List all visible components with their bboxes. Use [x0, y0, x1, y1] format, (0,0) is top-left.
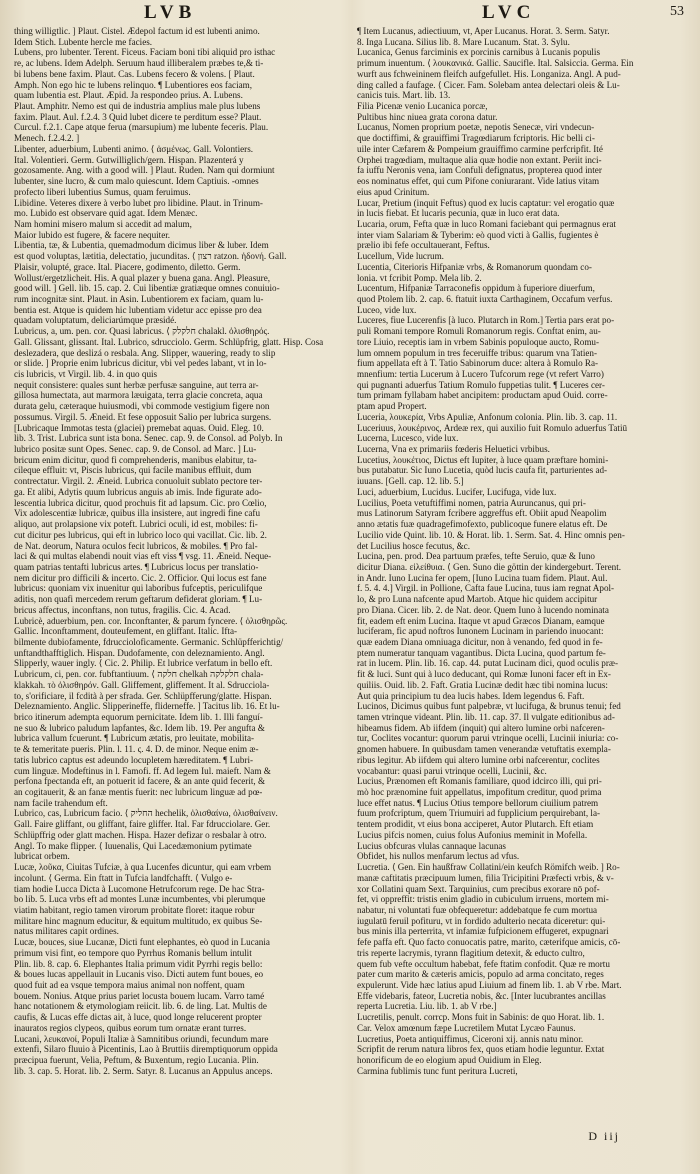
text-line: Lucretia. ⟨ Gen. Ein haußfraw Collatini/ein keufch Römifch weib. ] Ro-: [357, 862, 620, 873]
text-line: luce effet natus. ¶ Lucius Otius tempore bellorum ciuilium patrem: [357, 797, 599, 808]
text-line: Lucellum, Vide lucrum.: [357, 251, 444, 262]
text-line: Lucilius, Poeta vetuftiffimi nomen, patria Auruncanus, qui pri-: [357, 497, 586, 508]
text-line: Ital. Volentieri. Germ. Gutwilliglich/gern. Hispan. Plazenterá y: [14, 154, 244, 165]
text-line: Idem Stich. Lubente hercle me facies.: [14, 36, 153, 47]
text-line: or slide. ] Proprie enim lubricus dicitur, vbi vel pedes labant, vt in lo-: [14, 358, 267, 369]
text-line: faxim. Plaut. Aul. f.2.4. 3 Quid lubet dicere te perditum esse? Plaut.: [14, 111, 262, 122]
text-line: tentem prodidit, vt eius bona acciperet, Autor Plutarch. Eft etiam: [357, 819, 594, 830]
text-line: rat in lucem. Plin. lib. 16. cap. 44. putat Lucinam dici, quod oculis præ-: [357, 658, 619, 669]
text-line: nam facile trahendum eft.: [14, 797, 108, 808]
left-column: [14, 26, 343, 1144]
text-line: canicis tuis. Mart. lib. 13.: [357, 90, 451, 101]
text-line: dicitur Diana. εἰλείθυια. ⟨ Gen. Suno die göttin der kindergeburt. Terent.: [357, 561, 622, 572]
text-line: fit & luci. Sunt qui à luco deducant, qui Romæ Iunoni facer eft in Ex-: [357, 669, 611, 680]
text-line: xor Collatini quam Sext. Tarquinius, cum precibus exorare nō pof-: [357, 883, 600, 894]
text-line: quam lubentia est. Plaut. Æpid. Ja respondeo prius. A. Lubens.: [14, 90, 243, 101]
text-line: hibeamus fidem. Ab iifdem (inquit) qui altero lumine orbi nafceren-: [357, 722, 605, 733]
text-line: fium appellata eft à T. Tatio Sabinorum duce: altera à Romulo Ra-: [357, 358, 599, 369]
text-line: reperta Lucretia. Liu. lib. 1. ab V rbe.]: [357, 1001, 497, 1012]
text-line: bricum enim dicitur, quod fi comprehenderis, manibus elabitur, ta-: [14, 454, 257, 465]
text-line: lonia. vt fcribit Pomp. Mela lib. 2.: [357, 272, 482, 283]
text-line: iugulatū feruil pofituru, vt in fordido adulterio necata diceretur: qui-: [357, 915, 606, 926]
text-line: bentia est. Atque is quidem hic lubentiam videtur acc episse pro dea: [14, 304, 262, 315]
text-line: tore Liuio, receptis iam in vrbem Sabinis populoque aucto, Romu-: [357, 336, 600, 347]
text-line: lum omnem populum in tres feceruiffe tribus: quarum vna Tatien-: [357, 347, 598, 358]
text-line: Lubricus, a, um. pen. cor. Quasi labricus. ⟨ חלקלק chalakl. ὀλισθηρός.: [14, 326, 270, 337]
text-line: gnomen habuere. In quibusdam tamen venerandæ vetuftatis exempla-: [357, 744, 611, 755]
text-columns: [14, 26, 686, 1144]
text-line: Libenter, aduerbium, Lubenti animo. ⟨ ἀσμένως. Gall. Volontiers.: [14, 143, 254, 154]
text-line: profecto liberi lubentius Sumus, quam feruimus.: [14, 186, 191, 197]
text-line: quod fuit ad ea vsque tempora maius animal non noffent, quam: [14, 979, 245, 990]
text-line: Plin. lib. 8. cap. 6. Elephantes Italia primum vidit Pyrrhi regis bello:: [14, 958, 263, 969]
text-line: Schlüpffrig oder glatt machen. Hispa. Hazer defizar o resbalar à otro.: [14, 829, 267, 840]
text-line: Lubens, pro lubenter. Terent. Ficeus. Faciam boni tibi aliquid pro isthac: [14, 47, 276, 58]
text-line: Libentia, tæ, & Lubentia, quemadmodum dicimus liber & luber. Idem: [14, 240, 269, 251]
text-line: tiam hodie Lucca Dicta à Lucomone Hetrufcorum rege. De hac Stra-: [14, 883, 265, 894]
text-line: eos nominatus effet, qui cum Pifone coniurarant. Vide latius vitam: [357, 176, 600, 187]
signature-mark: D iij: [588, 1129, 620, 1143]
text-line: thing willigtlic. ] Plaut. Cistel. Ædepol factum id est lubenti animo.: [14, 26, 260, 36]
text-line: Effe videbaris, fateor, Lucretia nobis, &c. [Inter lucubrantes ancillas: [357, 990, 606, 1001]
text-line: ga. Et alibi, Adytis quum lubricus anguis ab imis. Inde figurate ado-: [14, 486, 262, 497]
text-line: lo, & pro Luna nafcente apud Martob. Atque hic quidem accipitur: [357, 594, 598, 605]
text-line: good will. ] Gell. lib. 15. cap. 2. Cui libentiæ gratiæque omnes conuiuio-: [14, 283, 280, 294]
text-line: manæ caftitatis præcipuum lumen, filia Tricipitini Præfecti vrbis, & v-: [357, 872, 614, 883]
text-line: Lucæ, λοῦκα, Ciuitas Tufciæ, à qua Lucenfes dicuntur, qui eam vrbem: [14, 862, 272, 873]
text-line: tris reperte lacrymis, tyrann flagitium detexit, & educto cultro,: [357, 947, 585, 958]
text-line: ribus legitur. Ab iifdem qui altero lumine orbi nafcerentur, coclites: [357, 754, 600, 765]
text-line: lib. 3. Trist. Lubrica sunt ista bona. Senec. cap. 9. de Consol. ad Polyb. In: [14, 433, 283, 444]
text-line: lubrico positæ sunt Opes. Senec. cap. 9. de Consol. ad Marc. ] Lu-: [14, 444, 257, 455]
text-line: Lucentum, Hifpaniæ Tarraconefis oppidum à fuperiore diuerfum,: [357, 283, 595, 294]
text-line: Lucerna, Lucesco, vide lux.: [357, 433, 459, 444]
right-running-head: LVC: [482, 2, 536, 23]
text-line: rum incognitæ sint. Plaut. in Asin. Lubentiorem ex faciam, quam lu-: [14, 293, 264, 304]
text-line: vocabantur: quasi parui vtrinque ocelli, Lucinii, &c.: [357, 765, 547, 776]
text-line: bricus affectus, inconftans, non tutus, fragilis. Cic. 4. Acad.: [14, 604, 231, 615]
text-line: Carmina fublimis tunc funt peritura Lucreti,: [357, 1065, 518, 1076]
text-line: eius apud Crinitum.: [357, 186, 430, 197]
text-line: Lubricè, aduerbium, pen. cor. Inconftanter, & parum fyncere. ⟨ ὀλισθηρῶς.: [14, 615, 288, 626]
text-line: Amph. Non ego hic te lubens relinquo. ¶ Lubentiores eos faciam,: [14, 79, 253, 90]
text-line: mò hoc prænomine fuit appellatus, impofitum creditur, quod prima: [357, 787, 602, 798]
text-line: qui pugnanti aduerfus Tatium Romulo fuppetias tulit. ¶ Luceres cer-: [357, 379, 605, 390]
text-line: mo. Lubido est observare quid agat. Idem Menæc.: [14, 208, 198, 219]
text-line: Lucaria, orum, Fefta quæ in luco Romani faciebant qui permagnus erat: [357, 218, 616, 229]
text-line: ¶ Item Lucanus, adiectiuum, vt, Aper Lucanus. Horat. 3. Serm. Satyr.: [357, 26, 610, 36]
text-line: prælio ibi fefe occultauerant, Feftus.: [357, 240, 490, 251]
text-line: fet, vi oppreffit: tristis enim gladio in cubiculum irruens, mortem mi-: [357, 894, 609, 905]
text-line: f. 5. 4. 4.] Virgil. in Pollione, Cafta faue Lucina, tuus iam regnat Apol-: [357, 583, 615, 594]
text-line: pro Diana. Cicer. lib. 2. de Nat. deor. Quem Iuno à lucendo nominata: [357, 604, 609, 615]
text-line: fefe paffa eft. Quo facto conuocatis patre, marito, cæterifque amicis, cō-: [357, 937, 621, 948]
text-line: Luceria, λουκερία, Vrbs Apuliæ, Anfonum colonia. Plin. lib. 3. cap. 11.: [357, 411, 618, 422]
text-line: cum linguæ. Modeftinus in l. Famofi. ff. Ad legem Iul. maieft. Nam &: [14, 765, 271, 776]
text-line: laci & qui multas elabendi nouit vias eft viss ¶ vsg. 11. Æneid. Neque-: [14, 551, 272, 562]
text-line: te & temeritate pueris. Plin. l. 11. ς. 4. D. de minor. Neque enim æ-: [14, 744, 259, 755]
text-line: Gall. Glissant, glissant. Ital. Lubrico, sdrucciolo. Germ. Schlüpfrig, glatt. Hisp. Cosa: [14, 336, 324, 347]
text-line: Lucanica, Genus farciminis ex porcinis carnibus à Lucanis populis: [357, 47, 601, 58]
text-line: tatis lubrico captus est adeundo locupletem hæreditatem. ¶ Lubri-: [14, 754, 254, 765]
text-line: possumus. Virgil. 5. Æneid. Et fese opposuit Salio per lubrica surgens.: [14, 411, 272, 422]
text-line: bouem. Nonius. Atque prius pariet locusta bouem lucam. Varro tamé: [14, 990, 265, 1001]
text-line: gozosamente. Ang. with a good will. ] Plaut. Ruden. Nam qui dormiunt: [14, 165, 275, 176]
text-line: Vix adolescentiæ lubricæ, quibus illa insistere, aut ingredi fine cafu: [14, 508, 261, 519]
text-line: nequit consistere: quales sunt herbæ perfusæ sanguine, aut terra ar-: [14, 379, 259, 390]
text-line: Libidine. Veteres dixere à verbo lubet pro libidine. Plaut. in Trinum-: [14, 197, 263, 208]
text-line: nabatur, ni voluntati fuæ obfequeretur: addebatque fe cum mortua: [357, 904, 598, 915]
text-line: Deleznamiento. Anglic. Slipperineffe, fliderneffe. ] Tacitus lib. 16. Et lu-: [14, 701, 280, 712]
text-line: cileque effluit: vt, Piscis lubricus, qui facile manibus effluit, dum: [14, 465, 252, 476]
text-line: ne suo & lubrico paludum lapfantes, &c. Idem lib. 19. Per angufta &: [14, 722, 265, 733]
text-line: an cogitauerit, & an fanæ mentis fuerit: nec lubricum linguæ ad pœ-: [14, 787, 263, 798]
text-line: gillosa humectata, aut marmora læuigata, terra glacie concreta, aqua: [14, 390, 263, 401]
text-line: primum visi fint, eo tempore quo Pyrrhus Romanis bellum intulit: [14, 947, 252, 958]
text-line: ding called a faufage. ⟨ Cicer. Fam. Solebam antea delectari oleis & Lu-: [357, 79, 620, 90]
text-line: Lucius obfcuras vlulas cannaque lacunas: [357, 840, 506, 851]
text-line: iuuans. [Gell. cap. 12. lib. 5.]: [357, 476, 464, 487]
text-line: Plaisir, volupté, grace. Ital. Piacere, godimento, diletto. Germ.: [14, 261, 241, 272]
text-line: inter viam Salariam & Tyberim: eò quod victi à Gallis, fugientes è: [357, 229, 599, 240]
text-line: contrectatur. Virgil. 2. Æneid. Lubrica conuoluit sublato pectore ter-: [14, 476, 263, 487]
text-line: lubricat orbem.: [14, 851, 70, 862]
text-line: militare hinc magnum educitur, & equitum multitudo, ex quibus Se-: [14, 915, 263, 926]
text-line: Scripfit de rerum natura libros fex, quos etiam hodie leguntur. Extat: [357, 1044, 605, 1055]
text-line: quadam voluptatum, deliciarúmque præsidé.: [14, 315, 177, 326]
text-line: bus minis illa perterrita, vt infamiæ fufpicionem effugeret, expugnari: [357, 926, 609, 937]
text-line: Gallic. Inconftamment, douteufement, en gliffant. Italic. Ifta-: [14, 626, 238, 637]
page-number: 53: [670, 4, 684, 19]
text-line: Angl. To make flipper. ⟨ Iuuenalis, Qui Lacedæmonium pytimate: [14, 840, 252, 851]
text-line: pater cum marito & cæteris amicis, populo ad arma concitato, reges: [357, 969, 604, 980]
text-line: in lucis fiebat. Et lucaris pecunia, quæ in luco erat data.: [357, 208, 560, 219]
text-line: re, ac lubens. Idem Adelph. Seruum haud illiberalem præbes te,& ti-: [14, 58, 264, 69]
text-line: fuum profcriptum, quem Triumuiri ad fupplicium perquirebant, la-: [357, 808, 601, 819]
text-line: lescentia lubrica dicitur, quod prochuis fit ad lapsum. Cic. pro Cœlio,: [14, 497, 267, 508]
text-line: perfona fpectanda eft, an potuerit id facere, & an ante quid fecerit, &: [14, 776, 266, 787]
text-line: durata gelu, cæteraque huiusmodi, vbi commode vestigium figere non: [14, 401, 270, 412]
text-line: honorificum de eo elogium apud Ouidium in Eleg.: [357, 1055, 542, 1065]
text-line: Lucanus, Nomen proprium poetæ, nepotis Senecæ, viri vndecun-: [357, 122, 595, 133]
text-line: præcipua fuerunt, Velia, Peftum, & Buxentum, regio Lucania. Plin.: [14, 1055, 259, 1065]
text-line: Plaut. Amphitr. Nemo est qui de industria amplius male plus lubens: [14, 101, 261, 112]
text-line: [Lubricaque Immotas testa (glaciei) premebat aquas. Ouid. Eleg. 10.: [14, 422, 264, 433]
text-line: mnenfium: tertia Lucerum à Lucero Tufcorum rege (vt refert Varro): [357, 369, 604, 379]
text-line: Filia Picenæ venio Lucanica porcæ,: [357, 101, 488, 112]
text-line: quæ eadem Diana omniuaga dicitur, non à venando, fed quod in fe-: [357, 636, 603, 647]
text-line: quam patrias tentafti lubricus artes. ¶ Lubricus locus per translatio-: [14, 561, 259, 572]
text-line: lubrica vallum fcuerunt. ¶ Lubricum ætatis, pro leuitate, mobilita-: [14, 733, 255, 744]
text-line: inauratos regios clypeos, quibus eorum tum ornatæ erant turres.: [14, 1022, 247, 1033]
text-line: Aut quia principium tu dea lucis habes. Idem legendus 6. Faft.: [357, 690, 585, 701]
text-line: Lucilio vide Quint. lib. 10. & Horat. lib. 1. Serm. Sat. 4. Hinc omnis pen-: [357, 529, 625, 540]
text-line: Lucetius, λουκέτιος, Dictus eft Iupiter, à luce quam præftare homini-: [357, 454, 609, 465]
text-line: bo lib. 5. Luca vrbs eft ad montes Lunæ incumbentes, vbi plerumque: [14, 894, 266, 905]
text-line: bilmente dubiofamente, fdruccioloficamente. Germanic. Schlüpfferichtig/: [14, 636, 284, 647]
text-line: est quod voluptas, lætitia, delectatio, jucunditas. ⟨ רצון ratzon. ἡδονή. Gall.: [14, 251, 287, 262]
text-line: Nam homini misero malum si accedit ad malum,: [14, 218, 192, 229]
text-line: anno ætatis fuæ quadragefimofexto, publicoque funere elatus eft. De: [357, 519, 608, 530]
text-line: Lucentia, Citerioris Hifpaniæ vrbs, & Romanorum quondam co-: [357, 261, 592, 272]
text-line: quiliis. Ouid. lib. 2. Faft. Gratia Lucinæ dedit hæc tibi nomina lucus:: [357, 679, 608, 690]
text-line: det Lucilius hosce fecutus, &c.: [357, 540, 471, 551]
text-line: cut dicitur pes lubricus, qui eft in lubrico loco qui vacillat. Cic. lib. 2.: [14, 529, 267, 540]
text-line: incolunt. ⟨ Germa. Ein ftatt in Tufcia landfchafft. ⟨ Vulgo e-: [14, 872, 233, 883]
text-line: luciferam, fic apud noftros Iunonem Lucinam in pariendo inuocant:: [357, 626, 604, 637]
text-line: klakkah. τὸ ὀλισθηρόν. Gall. Gliffement, gliffement. It al. Sdrucciola-: [14, 679, 270, 690]
text-line: quod Ptolem lib. 2. cap. 6. ftatuit iuxta Carthaginem, Occafum verfus.: [357, 293, 613, 304]
text-line: Car. Velox amœnum fæpe Lucretilem Mutat Lycæo Faunus.: [357, 1022, 576, 1033]
text-line: tur, Coclites vocantur: quorum parui vtrinque ocelli, Lucinii iniuria: co-: [357, 733, 619, 744]
text-line: primum inuentum. ⟨ λουκανικά. Gallic. Saucifle. Ital. Salsiccia. Germa. Ein: [357, 58, 634, 69]
text-line: ptam apud Propert.: [357, 401, 427, 412]
text-line: deslezadera, que deslizá o resbala. Ang. Slipper, wauering, ready to slip: [14, 347, 276, 358]
text-line: aliquo, aut prolapsione vix poteft. Lubrici oculi, id est, mobiles: fi-: [14, 519, 258, 530]
text-line: Lucani, λευκανοί, Populi Italiæ à Samnitibus oriundi, fecundum mare: [14, 1033, 269, 1044]
text-line: viatim habitant, regio tamen virorum probitate floret: itaque robur: [14, 904, 255, 915]
text-line: lib. 3. cap. 5. Horat. lib. 2. Serm. Satyr. 8. Lucanus an Appulus anceps.: [14, 1065, 273, 1076]
text-line: Luceriuus, λουκέρινος, Ardeæ rex, qui auxilio fuit Romulo aduerfus Tatiū: [357, 422, 628, 433]
text-line: to, s'orificiare, il fcdità à per sfrada. Ger. Schlüpfferung/glatte. Hispan.: [14, 690, 272, 701]
text-line: Lubrico, cas, Lubricum facio. ⟨ החליק hechelik, ὀλισθαίνω, ὀλισθαίνειν.: [14, 808, 278, 819]
text-line: Wollust/ergetzlicheit. His. A qual plazer y buena gana. Angl. Pleasure,: [14, 272, 271, 283]
text-line: Lucæ, bouces, siue Lucanæ, Dicti funt elephantes, eò quod in Lucania: [14, 937, 270, 948]
text-line: Pultibus hinc niuea grata corona datur.: [357, 111, 498, 122]
text-line: Lucar, Pretium (inquit Feftus) quod ex lucis captatur: vel erogatio quæ: [357, 197, 615, 208]
text-line: Orphei tragœdiam, multaque alia quæ hodie non extant. Periit inci-: [357, 154, 602, 165]
text-line: fa iuffu Neronis vena, iam Confuli defignatus, propterea quod inter: [357, 165, 602, 176]
text-line: fit, eadem eft enim Lucina. Itaque vt apud Græcos Dianam, eamque: [357, 615, 605, 626]
text-line: Lucretius, Poeta antiquiffimus, Ciceroni xij. annis natu minor.: [357, 1033, 584, 1044]
text-line: lubricus: quoniam vix inuenitur qui laboribus fufceptis, periculifque: [14, 583, 263, 594]
left-running-head: LVB: [144, 2, 197, 23]
text-line: brico itinerum adempta equorum pernicitate. Idem lib. 1. Illi fanguí-: [14, 712, 263, 722]
text-line: Luci, aduerbium, Lucidus. Lucifer, Lucifuga, vide lux.: [357, 486, 557, 497]
text-line: que doctiffimi, & grauiffimi Tragœdiarum fcriptoris. Hic belli ci-: [357, 133, 595, 144]
page-header: [14, 2, 686, 24]
text-line: Lucina, pen. prod. Dea partuum præfes, tefte Seruio, quæ & Iuno: [357, 551, 595, 562]
text-line: Lubricum, ci, pen. cor. fubftantiuum. ⟨ חלקה chelkah חלקלקה chala-: [14, 669, 264, 680]
right-column: [357, 26, 686, 1144]
text-line: Lucius pifcis nomen, cuius folus Aufonius meminit in Mofella.: [357, 829, 588, 840]
text-line: unftandthafftiglich. Hispan. Dudofamente, con deleznamiento. Angl.: [14, 647, 265, 658]
text-line: tum primam fyllabam habet ancipitem: productam apud Ouid. corre-: [357, 390, 608, 401]
text-line: nem dicitur pro difficili & incerto. Cic. 2. Officior. Qui locus est fane: [14, 572, 267, 583]
text-line: quem fub vefte occultum habebat, fefe ftatim confodit. Quæ re mortu: [357, 958, 610, 969]
text-line: tamen vtrinque videant. Plin. lib. 11. cap. 37. Il vulgate editionibus ad-: [357, 712, 615, 722]
text-line: aditis, non quafi mercedem rerum geftarum defiderat gloriam. ¶ Lu-: [14, 594, 263, 605]
text-line: wurft aus fchweininem fleifch aufgefullet. His. Longaniza. Angl. A pud-: [357, 68, 621, 79]
text-line: hanc notationem & etymologiam reiicit. lib. 6. de ling. Lat. Multis de: [14, 1001, 267, 1012]
text-line: uile inter Cæfarem & Pompeium grauiffimo carmine perfcripfit. Ité: [357, 143, 603, 154]
text-line: caufis, & Lucas effe dictas ait, à luce, quod longe relucerent propter: [14, 1012, 262, 1023]
text-line: Luceo, vide lux.: [357, 304, 417, 315]
text-line: bi lubens bene faxim. Plaut. Cas. Lubens fecero & volens. [ Plaut.: [14, 68, 255, 79]
text-line: extenfi, Silaro fluuio à Picentinis, Lao à Bruttiis diremptiquorum oppida: [14, 1044, 278, 1055]
text-line: & boues lucas appellauit in Lucanis viso. Dicti autem funt boues, eo: [14, 969, 264, 980]
text-line: lubenter, sine lucro, & cum malo quiescunt. Idem Captiuis. -omnes: [14, 176, 259, 187]
text-line: ptem numeratur tanquam vagantibus. Dicta Lucina, quod partum fe-: [357, 647, 606, 658]
text-line: mus Latinorum Satyram fcribere aggreffus eft. Obiit apud Neapolim: [357, 508, 607, 519]
text-line: Menech. f.2.4.2. ]: [14, 133, 80, 144]
text-line: Maior lubido est fugere, & facere nequiter.: [14, 229, 171, 240]
text-line: bus putabatur. Sic Iuno Lucetia, quòd lucis caufa fit, parturientes ad-: [357, 465, 608, 476]
text-line: Luceres, fiue Lucerenfis [à luco. Plutarch in Rom.] Tertia pars erat po-: [357, 315, 615, 326]
text-line: Obfidet, his nullos menfarum lectus ad vfus.: [357, 851, 520, 862]
text-line: Slipperly, wauer ingly. ⟨ Cic. 2. Philip. Et lubrice verfatum in bello eft.: [14, 658, 273, 669]
text-line: expulerunt. Vide hæc latius apud Liuium ad finem lib. 1. ab V rbe. Mart.: [357, 979, 622, 990]
text-line: puli Romani tempore Romuli Romanorum regis. Conftat enim, au-: [357, 326, 601, 337]
text-line: Lucretilis, penult. corrcp. Mons fuit in Sabinis: de quo Horat. lib. 1.: [357, 1012, 605, 1023]
text-line: in Andr. Iuno Lucina fer opem, [Iuno Lucina tuam fidem. Plaut. Aul.: [357, 572, 608, 583]
text-line: de Nat. deorum, Natura oculos fecit lubricos, & mobiles. ¶ Pro fal-: [14, 540, 258, 551]
text-line: natus militares capit ordines.: [14, 926, 119, 937]
text-line: Gall. Faire gliffant, ou gliffant, faire gliffer. Ital. Far fdrucciolare. Ger.: [14, 819, 271, 830]
text-line: Lucius, Prænomen eft Romanis familiare, quod idcirco illi, qui pri-: [357, 776, 602, 787]
text-line: cis lubricis, vt Virgil. lib. 4. in quo quis: [14, 369, 158, 379]
page-footer: [0, 1130, 700, 1144]
text-line: 8. Inga Lucana. Silius lib. 8. Mare Lucanum. Stat. 3. Sylu.: [357, 36, 570, 47]
text-line: Lucinos, Dicimus quibus funt palpebræ, vt lucifuga, & brunus tenui; fed: [357, 701, 621, 712]
text-line: Lucerna, Vna ex primariis fœderis Heluetici vrbibus.: [357, 444, 550, 455]
text-line: Curcul. f.2.1. Cape atque ferua (marsupium) me lubente feceris. Plau.: [14, 122, 269, 133]
